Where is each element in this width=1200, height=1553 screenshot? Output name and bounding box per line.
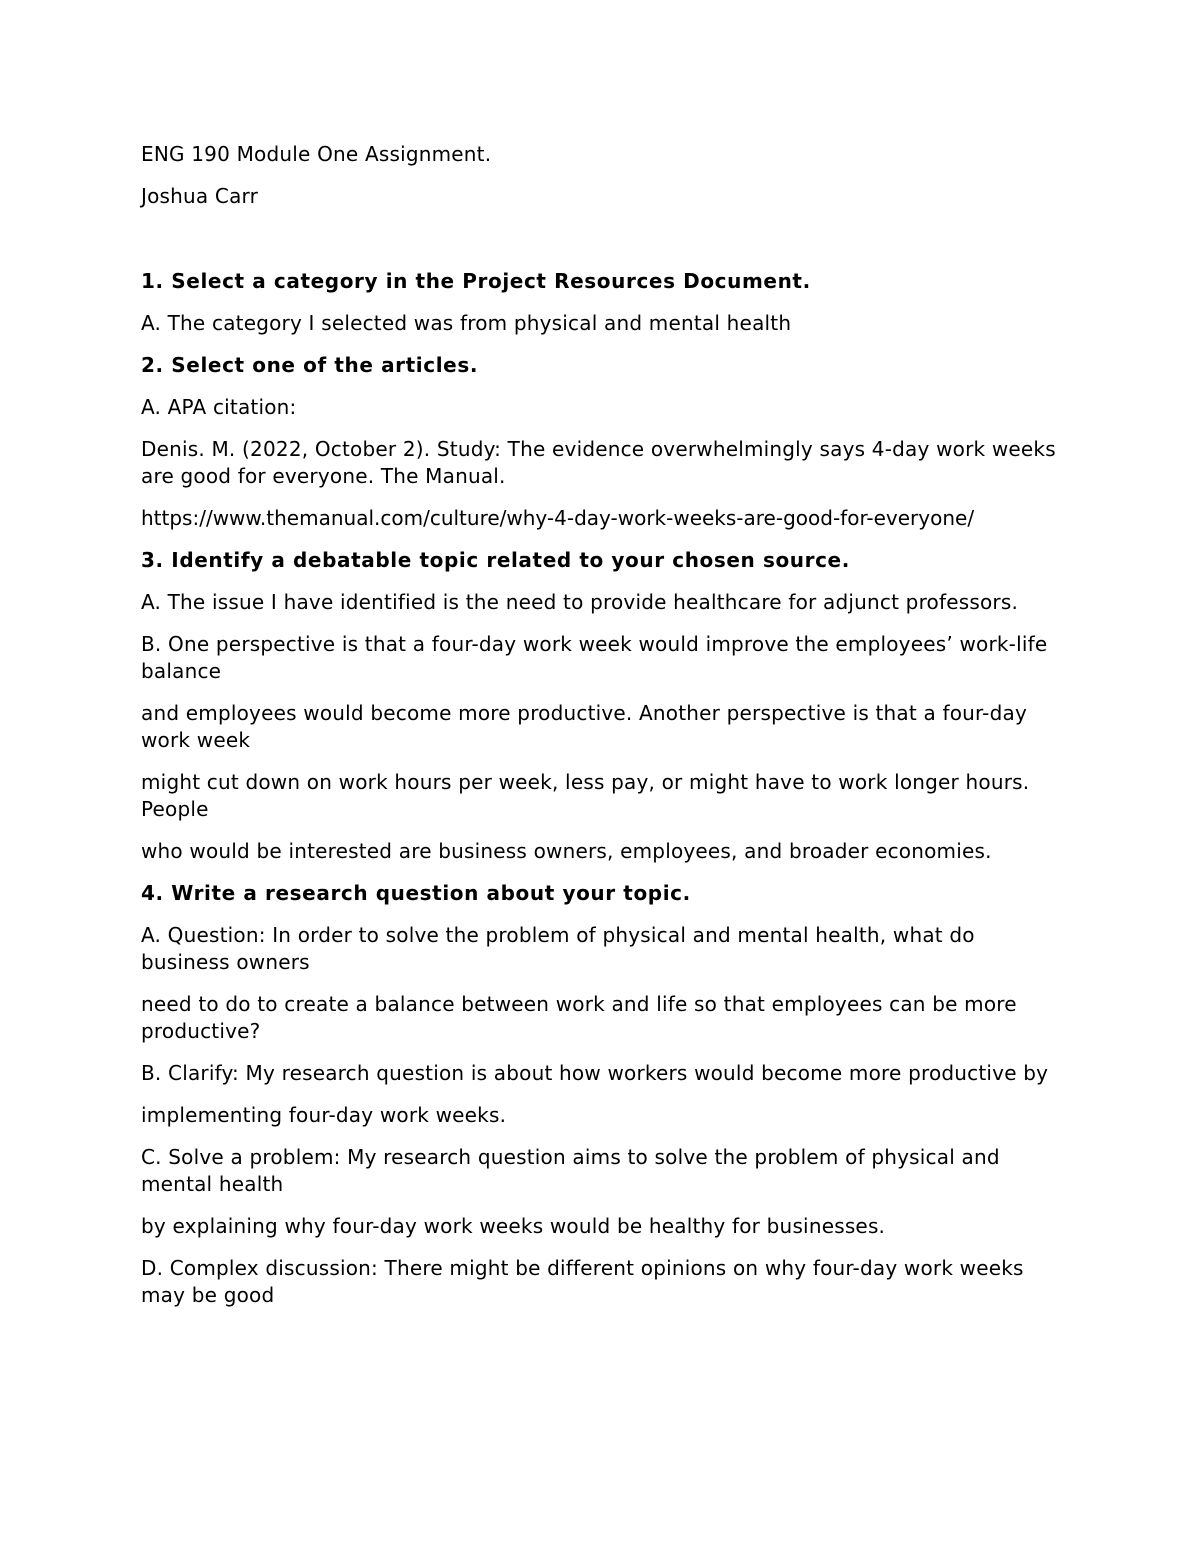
- answer-4b-cont: implementing four-day work weeks.: [141, 1103, 507, 1127]
- question-4-heading: 4. Write a research question about your topic.: [141, 881, 691, 905]
- answer-4a: A. Question: In order to solve the problem of physical and mental health, what do business owners: [141, 923, 975, 974]
- answer-4c: C. Solve a problem: My research question aims to solve the problem of physical and mental health: [141, 1145, 1000, 1196]
- answer-3b-cont-2: might cut down on work hours per week, less pay, or might have to work longer hours. People: [141, 770, 1030, 821]
- answer-4b: B. Clarify: My research question is about how workers would become more productive by: [141, 1061, 1049, 1085]
- question-3-heading: 3. Identify a debatable topic related to your chosen source.: [141, 548, 850, 572]
- answer-4a-cont: need to do to create a balance between work and life so that employees can be more productive?: [141, 992, 1017, 1043]
- answer-3b-cont-1: and employees would become more productive. Another perspective is that a four-day work week: [141, 701, 1027, 752]
- answer-3a: A. The issue I have identified is the need to provide healthcare for adjunct professors.: [141, 590, 1019, 614]
- answer-1a: A. The category I selected was from physical and mental health: [141, 311, 792, 335]
- answer-4d: D. Complex discussion: There might be different opinions on why four-day work weeks may be good: [141, 1256, 1024, 1307]
- citation-url: https://www.themanual.com/culture/why-4-day-work-weeks-are-good-for-everyone/: [141, 506, 975, 530]
- question-1-heading: 1. Select a category in the Project Resources Document.: [141, 269, 811, 293]
- answer-3b: B. One perspective is that a four-day work week would improve the employees’ work-life balance: [141, 632, 1048, 683]
- answer-2a: A. APA citation:: [141, 395, 297, 419]
- author-name: Joshua Carr: [141, 184, 259, 208]
- document-body: [141, 141, 1061, 1324]
- answer-3b-cont-3: who would be interested are business owners, employees, and broader economies.: [141, 839, 992, 863]
- question-2-heading: 2. Select one of the articles.: [141, 353, 479, 377]
- answer-4c-cont: by explaining why four-day work weeks would be healthy for businesses.: [141, 1214, 886, 1238]
- document-title: ENG 190 Module One Assignment.: [141, 142, 492, 166]
- apa-citation: Denis. M. (2022, October 2). Study: The evidence overwhelmingly says 4-day work weeks are good for everyone. The Manual.: [141, 437, 1056, 488]
